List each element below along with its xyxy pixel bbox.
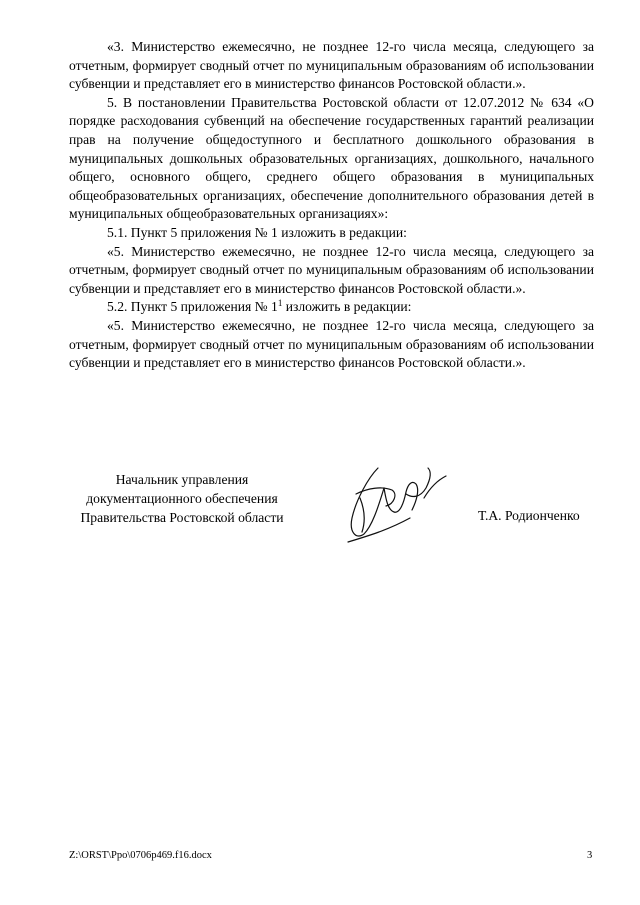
paragraph-item-5-1: 5.1. Пункт 5 приложения № 1 изложить в редакции: — [107, 224, 407, 240]
handwritten-signature — [338, 458, 458, 548]
signatory-position-line-2: документационного обеспечения — [86, 491, 278, 506]
paragraph-ministry-report-3: «5. Министерство ежемесячно, не позднее 12-го числа месяца, следующего за отчетным, формирует сводный отчет по муниципальным образованиям об использовании субвенции и представляет его в министерство финансов Ростовской области.». — [69, 317, 594, 371]
document-body — [69, 38, 594, 373]
paragraph-item-5-2 — [69, 298, 594, 317]
footer-file-path: Z:\ORST\Ppo\0706p469.f16.docx — [69, 850, 212, 861]
paragraph-item-5-2-superscript: 1 — [277, 298, 283, 309]
paragraph-ministry-report-1: «3. Министерство ежемесячно, не позднее 12-го числа месяца, следующего за отчетным, формирует сводный отчет по муниципальным образованиям об использовании субвенции и представляет его в министерство финансов Ростовской области.». — [69, 39, 594, 92]
page-number: 3 — [587, 850, 593, 861]
signatory-position-line-1: Начальник управления — [115, 472, 249, 487]
paragraph-item-5-2-text-before: 5.2. Пункт 5 приложения № 1 — [107, 299, 278, 315]
signatory-position-line-3: Правительства Ростовской области — [80, 510, 284, 525]
paragraph-resolution-634: 5. В постановлении Правительства Ростовской области от 12.07.2012 № 634 «О порядке расходования субвенций на обеспечение государственных гарантий реализации прав на получение общедоступного и бесплатного дошкольного образования в муниципальных дошкольных образовательных организациях, дошкольного, начального общего, основного общего, среднего общего образования в муниципальных общеобразовательных организациях, обеспечение дополнительного образования детей в муниципальных общеобразовательных организациях»: — [69, 94, 594, 222]
paragraph-item-5-2-text-after: изложить в редакции: — [282, 299, 412, 315]
signatory-name: Т.А. Родионченко — [478, 508, 580, 523]
paragraph-ministry-report-2: «5. Министерство ежемесячно, не позднее 12-го числа месяца, следующего за отчетным, формирует сводный отчет по муниципальным образованиям об использовании субвенции и представляет его в министерство финансов Ростовской области.». — [69, 243, 594, 296]
signatory-position — [62, 470, 302, 527]
